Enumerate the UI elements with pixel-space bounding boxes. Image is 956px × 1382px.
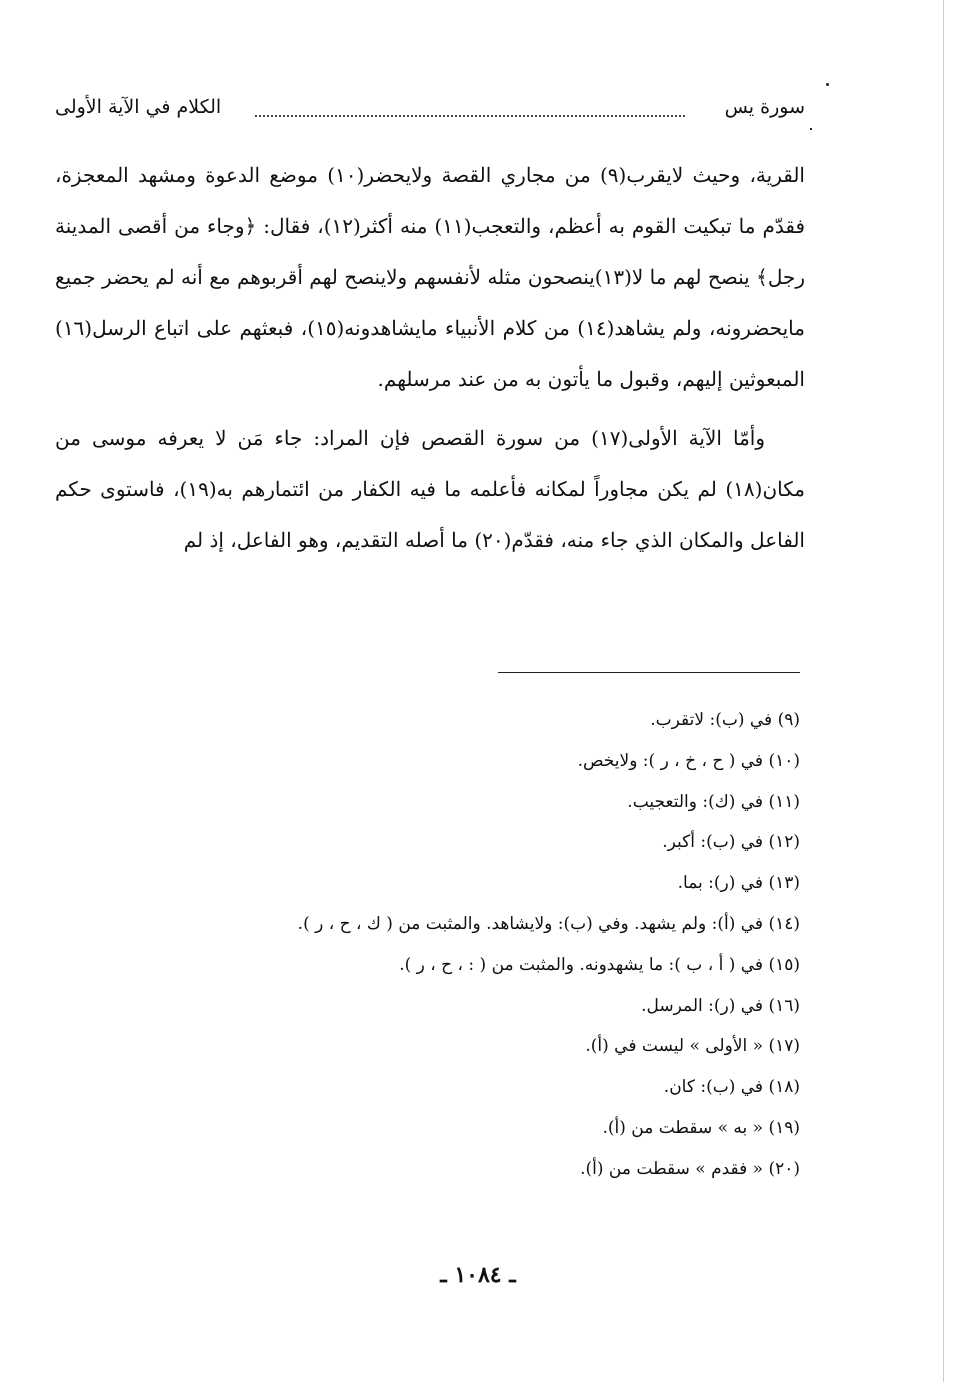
scan-dot (826, 83, 829, 86)
header-surah: سورة يس (724, 96, 805, 118)
footnote: (١٣) في (ر): بما. (677, 873, 800, 894)
footnote: (٢٠) « فقدم » سقطت من (أ). (580, 1158, 800, 1179)
footnote: (١٢) في (ب): أكبر. (662, 832, 800, 853)
paragraph-1: القرية، وحيث لايقرب(٩) من مجاري القصة ولايحضر(١٠) موضع الدعوة ومشهد المعجزة، فقدّم ما تبكيت القوم به أعظم، والتعجب(١١) منه أكثر(١٢)، فقال: ﴿وجاء من أقصى المدينة رجل﴾ ينصح لهم ما لا(١٣)ينصحون مثله لأنفسهم ولاينصح لهم أقربوهم مع أنه لم يحضر جميع مايحضرونه، ولم يشاهد(١٤) من كلام الأنبياء مايشاهدونه(١٥)، فبعثهم على اتباع الرسل(١٦) المبعوثين إليهم، وقبول ما يأتون به من عند مرسلهم. (55, 163, 806, 391)
page-number: ـ ١٠٨٤ ـ (440, 1262, 516, 1288)
header-dot-leader (255, 115, 685, 117)
footnote: (١١) في (ك): والتعجيب. (627, 791, 800, 812)
footnotes (150, 700, 800, 1190)
footnote: (٩) في (ب): لاتقرب. (650, 710, 800, 730)
footnote: (١٥) في ( أ ، ب ): ما يشهدونه. والمثبت من ( : ، ح ، ر ). (399, 954, 800, 975)
scan-edge-line (943, 0, 944, 1382)
header-section: الكلام في الآية الأولى (55, 96, 222, 118)
footnote: (١٨) في (ب): كان. (663, 1077, 800, 1098)
footnote: (١٩) « به » سقطت من (أ). (602, 1117, 800, 1138)
paragraph-2: وأمّا الآية الأولى(١٧) من سورة القصص فإن المراد: جاء مَن لا يعرفه موسى من مكان(١٨) لم يكن مجاوراً لمكانه فأعلمه ما فيه الكفار من ائتمارهم به(١٩)، فاستوى حكم الفاعل والمكان الذي جاء منه، فقدّم(٢٠) ما أصله التقديم، وهو الفاعل، إذ لم (55, 426, 805, 552)
main-text (55, 150, 805, 566)
footnote-separator (498, 672, 800, 673)
scan-tick (810, 128, 812, 130)
footnote: (١٠) في ( ح ، خ ، ر ): ولايخص. (577, 750, 800, 771)
running-header (55, 90, 805, 126)
footnote: (١٧) « الأولى » ليست في (أ). (585, 1036, 800, 1057)
footnote: (١٤) في (أ): ولم يشهد. وفي (ب): ولايشاهد. والمثبت من ( ك ، ح ، ر ). (297, 913, 800, 934)
footnote: (١٦) في (ر): المرسل. (641, 995, 800, 1016)
